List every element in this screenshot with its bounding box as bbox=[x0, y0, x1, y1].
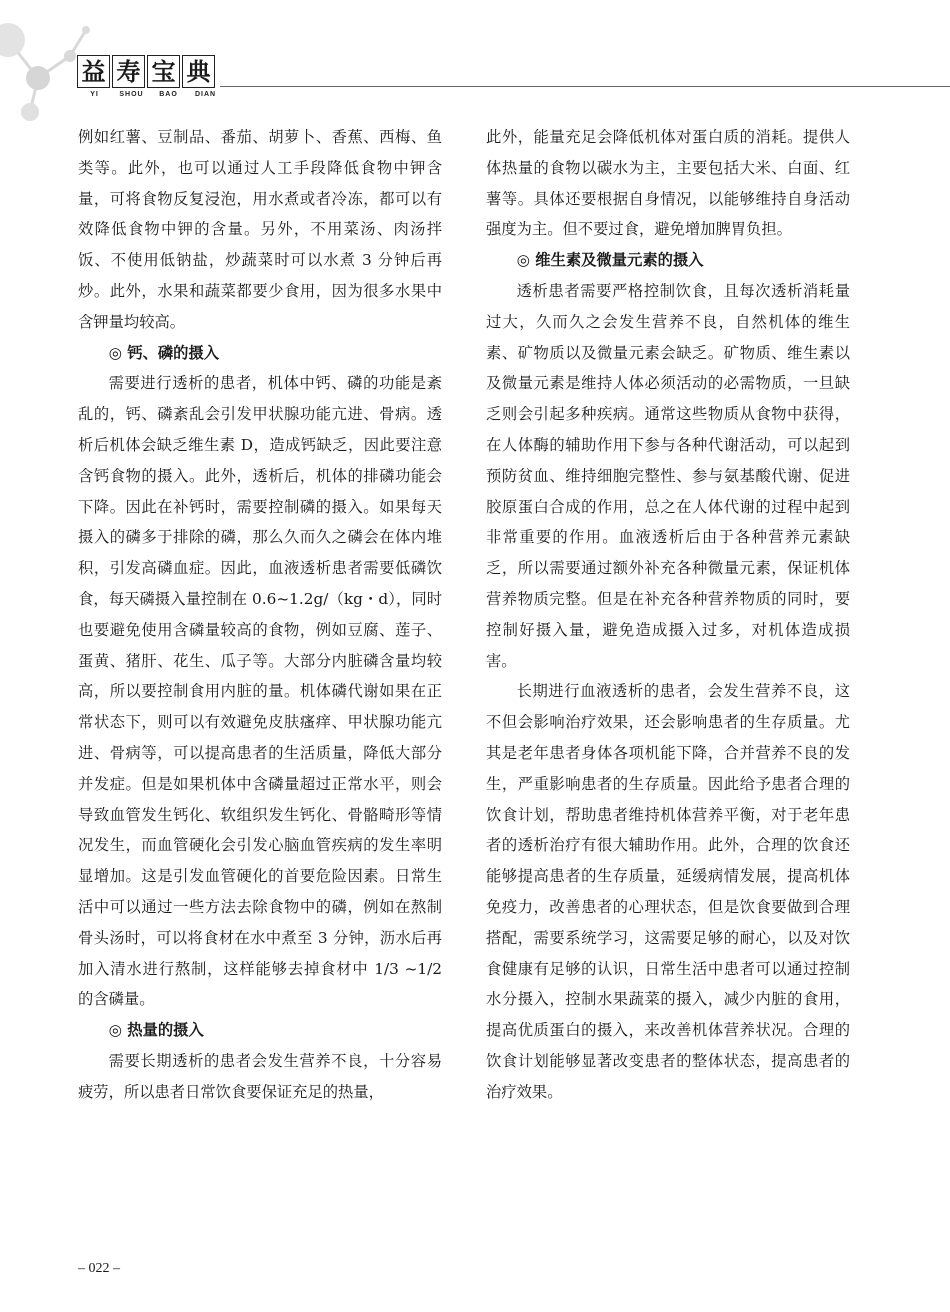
right-column bbox=[486, 122, 850, 1108]
masthead-logo bbox=[77, 55, 223, 88]
pinyin-label: DIAN bbox=[194, 91, 217, 98]
pinyin-label: SHOU bbox=[119, 91, 144, 98]
logo-char: 益 bbox=[77, 55, 110, 88]
page-number: – 022 – bbox=[78, 1261, 120, 1276]
section-heading-calcium-phosphorus: ◎ 钙、磷的摄入 bbox=[108, 343, 220, 362]
logo-char: 宝 bbox=[147, 55, 180, 88]
masthead-pinyin bbox=[77, 91, 223, 98]
paragraph: 例如红薯、豆制品、番茄、胡萝卜、香蕉、西梅、鱼类等。此外，也可以通过人工手段降低食物中钾含量，可将食物反复浸泡，用水煮或者冷冻，都可以有效降低食物中钾的含量。另外，不用菜汤、肉汤拌饭、不使用低钠盐，炒蔬菜时可以水煮 3 分钟后再炒。此外，水果和蔬菜都要少食用，因为很多水果中含钾量均较高。 bbox=[78, 128, 442, 331]
logo-char: 寿 bbox=[112, 55, 145, 88]
section-heading-vitamins: ◎ 维生素及微量元素的摄入 bbox=[516, 251, 704, 270]
left-column bbox=[78, 122, 442, 1108]
paragraph: 透析患者需要严格控制饮食，且每次透析消耗量过大，久而久之会发生营养不良，自然机体的维生素、矿物质以及微量元素会缺乏。矿物质、维生素以及微量元素是维持人体必须活动的必需物质，一旦缺乏则会引起多种疾病。通常这些物质从食物中获得，在人体酶的辅助作用下参与各种代谢活动，可以起到预防贫血、维持细胞完整性、参与氨基酸代谢、促进胶原蛋白合成的作用，总之在人体代谢的过程中起到非常重要的作用。血液透析后由于各种营养元素缺乏，所以需要通过额外补充各种微量元素，保证机体营养物质完整。但是在补充各种营养物质的同时，要控制好摄入量，避免造成摄入过多，对机体造成损害。 bbox=[486, 281, 850, 670]
logo-char: 典 bbox=[182, 55, 215, 88]
paragraph: 长期进行血液透析的患者，会发生营养不良，这不但会影响治疗效果，还会影响患者的生存质量。尤其是老年患者身体各项机能下降，合并营养不良的发生，严重影响患者的生存质量。因此给予患者合理的饮食计划，帮助患者维持机体营养平衡，对于老年患者的透析治疗有很大辅助作用。此外，合理的饮食还能够提高患者的生存质量，延缓病情发展，提高机体免疫力，改善患者的心理状态，但是饮食要做到合理搭配，需要系统学习，这需要足够的耐心，以及对饮食健康有足够的认识，日常生活中患者可以通过控制水分摄入，控制水果蔬菜的摄入，减少内脏的食用，提高优质蛋白的摄入，来改善机体营养状况。合理的饮食计划能够显著改变患者的整体状态，提高患者的治疗效果。 bbox=[486, 682, 850, 1101]
paragraph: 此外，能量充足会降低机体对蛋白质的消耗。提供人体热量的食物以碳水为主，主要包括大米、白面、红薯等。具体还要根据自身情况，以能够维持自身活动强度为主。但不要过食，避免增加脾胃负担。 bbox=[486, 128, 850, 239]
header-rule bbox=[220, 86, 950, 87]
section-heading-heat: ◎ 热量的摄入 bbox=[108, 1021, 204, 1040]
paragraph: 需要进行透析的患者，机体中钙、磷的功能是紊乱的，钙、磷紊乱会引发甲状腺功能亢进、骨病。透析后机体会缺乏维生素 D，造成钙缺乏，因此要注意含钙食物的摄入。此外，透析后，机体的排磷功能会下降。因此在补钙时，需要控制磷的摄入。如果每天摄入的磷多于排除的磷，那么久而久之磷会在体内堆积，引发高磷血症。因此，血液透析患者需要低磷饮食，每天磷摄入量控制在 0.6~1.2g/（kg・d），同时也要避免使用含磷量较高的食物，例如豆腐、莲子、蛋黄、猪肝、花生、瓜子等。大部分内脏磷含量均较高，所以要控制食用内脏的量。机体磷代谢如果在正常状态下，则可以有效避免皮肤瘙痒、甲状腺功能亢进、骨病等，可以提高患者的生活质量，降低大部分并发症。但是如果机体中含磷量超过正常水平，则会导致血管发生钙化、软组织发生钙化、骨骼畸形等情况发生，而血管硬化会引发心脑血管疾病的发生率明显增加。这是引发血管硬化的首要危险因素。日常生活中可以通过一些方法去除食物中的磷，例如在熬制骨头汤时，可以将食材在水中煮至 3 分钟，沥水后再加入清水进行熬制，这样能够去掉食材中 1/3 ~1/2 的含磷量。 bbox=[78, 374, 442, 1009]
masthead bbox=[77, 55, 223, 98]
pinyin-label: YI bbox=[90, 91, 99, 98]
paragraph: 需要长期透析的患者会发生营养不良，十分容易疲劳，所以患者日常饮食要保证充足的热量， bbox=[78, 1051, 442, 1101]
pinyin-label: BAO bbox=[159, 91, 178, 98]
